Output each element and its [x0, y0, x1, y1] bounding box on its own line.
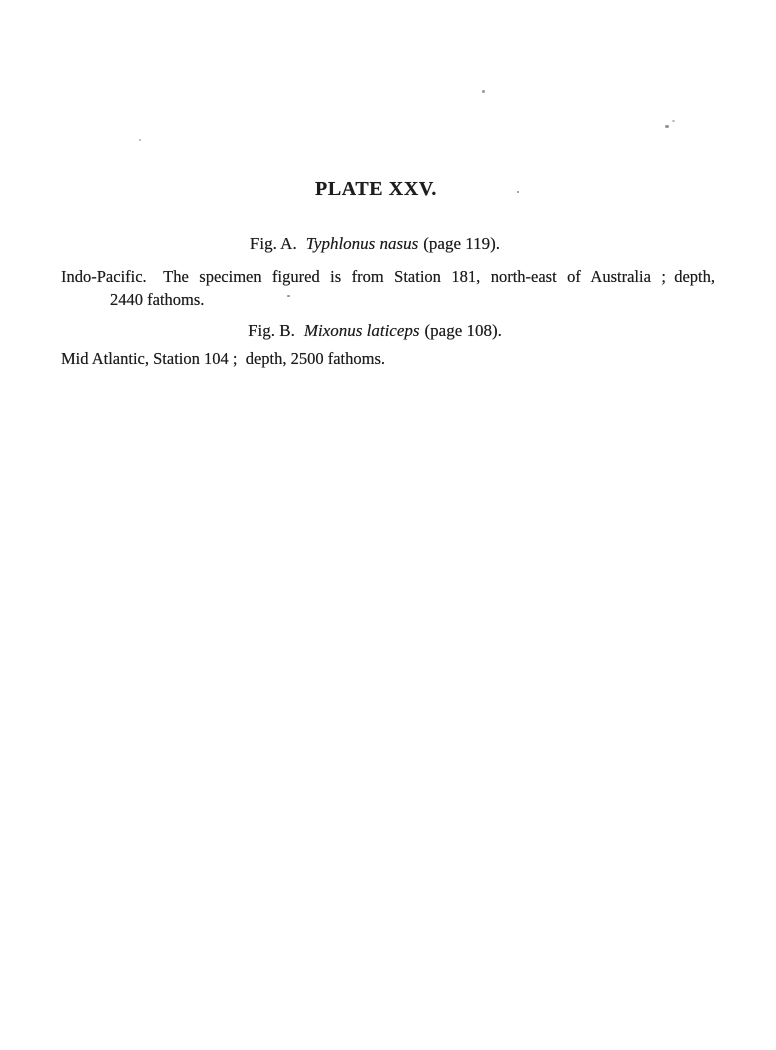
- scan-speck: [672, 120, 675, 122]
- scan-speck: [139, 139, 141, 141]
- figure-a-page-reference: (page 119).: [423, 234, 501, 253]
- figure-b-species-name: Mixonus laticeps: [303, 321, 420, 340]
- figure-a-species-name: Typhlonus nasus: [305, 234, 419, 253]
- plate-title: PLATE XXV.: [315, 178, 437, 200]
- figure-b-caption: [0, 321, 750, 341]
- scan-speck: [287, 295, 290, 297]
- figure-a-caption: [0, 234, 750, 254]
- scan-speck: [482, 90, 485, 93]
- figure-a-description-line-2: 2440 fathoms.: [110, 290, 205, 309]
- figure-b-description-line-1: Mid Atlantic, Station 104 ; depth, 2500 fathoms.: [61, 349, 386, 368]
- figure-b-label: Fig. B.: [248, 321, 295, 340]
- scan-speck: [665, 125, 669, 128]
- figure-a-description-line-1: Indo-Pacific. The specimen figured is from Station 181, north-east of Australia ; depth,: [61, 267, 715, 286]
- figure-a-label: Fig. A.: [249, 234, 297, 253]
- figure-b-page-reference: (page 108).: [424, 321, 502, 340]
- scan-speck: [517, 191, 519, 193]
